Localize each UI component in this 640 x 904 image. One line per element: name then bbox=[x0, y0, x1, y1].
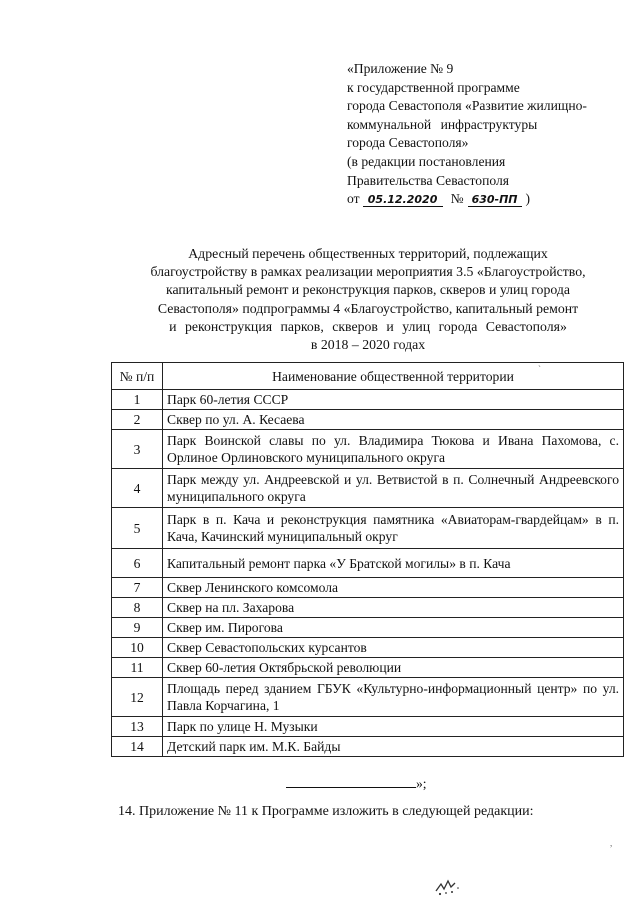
closing-quote-line bbox=[286, 776, 427, 792]
table-row bbox=[112, 578, 624, 598]
table-row bbox=[112, 678, 624, 717]
row-number: 14 bbox=[112, 737, 163, 757]
handwritten-date: 05.12.2020 bbox=[363, 193, 443, 207]
row-name: Сквер Севастопольских курсантов bbox=[163, 638, 624, 658]
row-number: 6 bbox=[112, 549, 163, 578]
row-number: 2 bbox=[112, 410, 163, 430]
closing-paren: ) bbox=[525, 191, 531, 207]
appendix-line: (в редакции постановления bbox=[347, 153, 506, 169]
row-number: 12 bbox=[112, 678, 163, 717]
row-number: 1 bbox=[112, 390, 163, 410]
closing-quote: »; bbox=[416, 776, 427, 791]
table-row bbox=[112, 598, 624, 618]
header-number: № п/п bbox=[112, 363, 163, 390]
heading-line: и реконструкция парков, скверов и улиц города Севастополя» bbox=[169, 318, 567, 334]
scan-speck: ` bbox=[538, 364, 541, 374]
heading-line: благоустройству в рамках реализации мероприятия 3.5 «Благоустройство, bbox=[150, 264, 586, 280]
row-name: Капитальный ремонт парка «У Братской могилы» в п. Кача bbox=[163, 549, 624, 578]
row-name: Сквер им. Пирогова bbox=[163, 618, 624, 638]
row-name: Детский парк им. М.К. Байды bbox=[163, 737, 624, 757]
row-number: 3 bbox=[112, 430, 163, 469]
table-row bbox=[112, 658, 624, 678]
row-name: Сквер по ул. А. Кесаева bbox=[163, 410, 624, 430]
row-name: Парк между ул. Андреевской и ул. Ветвистой в п. Солнечный Андреевского муниципального округа bbox=[163, 469, 624, 508]
row-name: Парк Воинской славы по ул. Владимира Тюкова и Ивана Пахомова, с. Орлиное Орлиновского муниципального округа bbox=[163, 430, 624, 469]
table-row bbox=[112, 508, 624, 549]
row-number: 7 bbox=[112, 578, 163, 598]
appendix-line: Правительства Севастополя bbox=[347, 172, 510, 188]
appendix-line: к государственной программе bbox=[347, 79, 520, 95]
closing-underline bbox=[286, 776, 416, 788]
row-number: 8 bbox=[112, 598, 163, 618]
table-row bbox=[112, 410, 624, 430]
row-number: 4 bbox=[112, 469, 163, 508]
row-name: Сквер 60-летия Октябрьской революции bbox=[163, 658, 624, 678]
territory-table bbox=[111, 362, 624, 757]
table-row bbox=[112, 549, 624, 578]
scan-scribble-mark bbox=[432, 875, 466, 897]
decree-date-number-line bbox=[347, 190, 632, 209]
appendix-block bbox=[347, 60, 632, 209]
row-name: Парк 60-летия СССР bbox=[163, 390, 624, 410]
row-number: 10 bbox=[112, 638, 163, 658]
heading-line: капитальный ремонт и реконструкция парков, скверов и улиц города bbox=[165, 282, 570, 298]
row-name: Парк по улице Н. Музыки bbox=[163, 717, 624, 737]
row-name: Сквер Ленинского комсомола bbox=[163, 578, 624, 598]
row-name: Сквер на пл. Захарова bbox=[163, 598, 624, 618]
scan-speck: , bbox=[610, 838, 613, 848]
row-name: Площадь перед зданием ГБУК «Культурно-информационный центр» по ул. Павла Корчагина, 1 bbox=[163, 678, 624, 717]
header-name: Наименование общественной территории bbox=[163, 363, 624, 390]
table-row bbox=[112, 469, 624, 508]
table-row bbox=[112, 390, 624, 410]
row-number: 9 bbox=[112, 618, 163, 638]
table-row bbox=[112, 430, 624, 469]
appendix-line: города Севастополя» bbox=[347, 135, 469, 151]
document-heading bbox=[112, 245, 624, 354]
from-label: от bbox=[347, 191, 360, 207]
appendix-line: «Приложение № 9 bbox=[347, 61, 454, 76]
heading-line: Адресный перечень общественных территорий, подлежащих bbox=[188, 246, 548, 261]
table-row bbox=[112, 717, 624, 737]
table-row bbox=[112, 638, 624, 658]
handwritten-number: 630-ПП bbox=[468, 193, 522, 207]
row-number: 13 bbox=[112, 717, 163, 737]
table-row bbox=[112, 618, 624, 638]
table-row bbox=[112, 737, 624, 757]
row-name: Парк в п. Кача и реконструкция памятника «Авиаторам-гвардейцам» в п. Кача, Качинский муниципальный округ bbox=[163, 508, 624, 549]
next-item-text: 14. Приложение № 11 к Программе изложить в следующей редакции: bbox=[118, 804, 534, 819]
appendix-line: коммунальной инфраструктуры bbox=[347, 116, 538, 132]
row-number: 5 bbox=[112, 508, 163, 549]
heading-line: в 2018 – 2020 годах bbox=[310, 337, 426, 353]
number-sign: № bbox=[450, 191, 464, 207]
appendix-line: города Севастополя «Развитие жилищно- bbox=[347, 98, 587, 114]
row-number: 11 bbox=[112, 658, 163, 678]
heading-line: Севастополя» подпрограммы 4 «Благоустройство, капитальный ремонт bbox=[157, 300, 579, 316]
